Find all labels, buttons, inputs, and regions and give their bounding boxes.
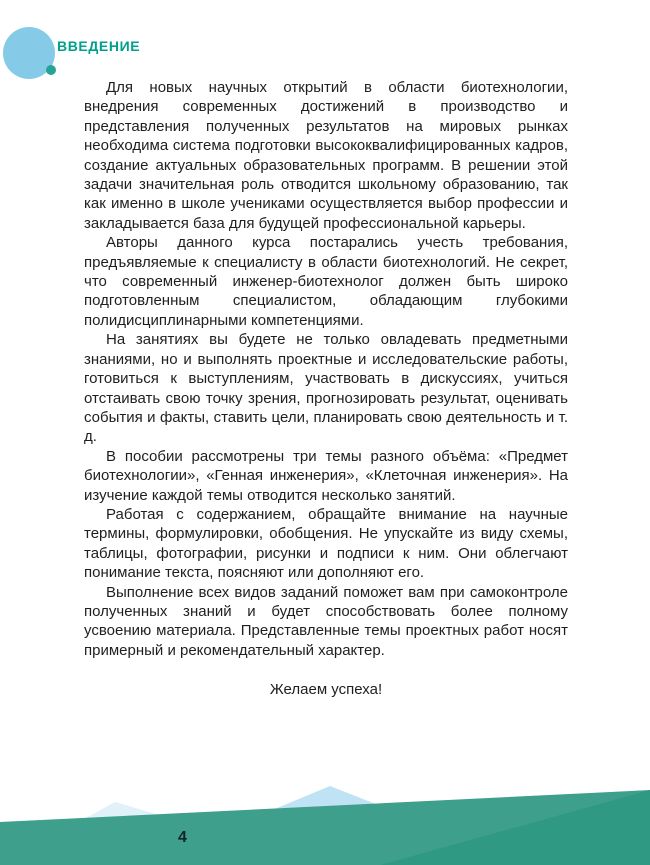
paragraph-2: Авторы данного курса постарались учесть требования, предъявляемые к специалисту в области биотехнологий. Не секрет, что современный инженер-биотехнолог должен быть широко подготовленным специалистом, обладающим глубокими полидисциплинарными компетенциями. <box>84 234 568 329</box>
section-title: ВВЕДЕНИЕ <box>57 38 141 54</box>
closing-line: Желаем успеха! <box>269 681 383 699</box>
paragraph-3: На занятиях вы будете не только овладевать предметными знаниями, но и выполнять проектные и исследовательские работы, готовиться к выступлениям, участвовать в дискуссиях, учиться отстаивать свою точку зрения, прогнозировать результат, оценивать события и факты, ставить цели, планировать свою деятельность и т. д. <box>84 331 568 446</box>
paragraph-5: Работая с содержанием, обращайте внимание на научные термины, формулировки, обобщения. Не упускайте из виду схемы, таблицы, фотографии, рисунки и подписи к ним. Они облегчают понимание текста, поясняют или дополняют его. <box>84 505 568 582</box>
decorative-dot-icon <box>46 65 56 75</box>
page-footer <box>0 780 650 865</box>
paragraph-4: В пособии рассмотрены три темы разного объёма: «Предмет биотехнологии», «Генная инженерия», «Клеточная инженерия». На изучение каждой темы отводится несколько занятий. <box>84 447 568 504</box>
paragraph-6: Выполнение всех видов заданий поможет вам при самоконтроле полученных знаний и будет способствовать более полному усвоению материала. Представленные темы проектных работ носят примерный и рекомендательный характер. <box>84 583 568 659</box>
paragraph-1: Для новых научных открытий в области биотехнологии, внедрения современных достижений в производство и представления полученных результатов на мировых рынках необходима система подготовки высококвалифицированных кадров, создание актуальных образовательных программ. В решении этой задачи значительная роль отводится школьному образованию, так как именно в школе учениками осуществляется выбор профессии и закладывается база для будущей профессиональной карьеры. <box>84 79 568 232</box>
content-area <box>84 78 568 700</box>
footer-mountains-decoration <box>0 780 650 865</box>
page-number: 4 <box>178 829 187 846</box>
page-header <box>0 0 650 80</box>
